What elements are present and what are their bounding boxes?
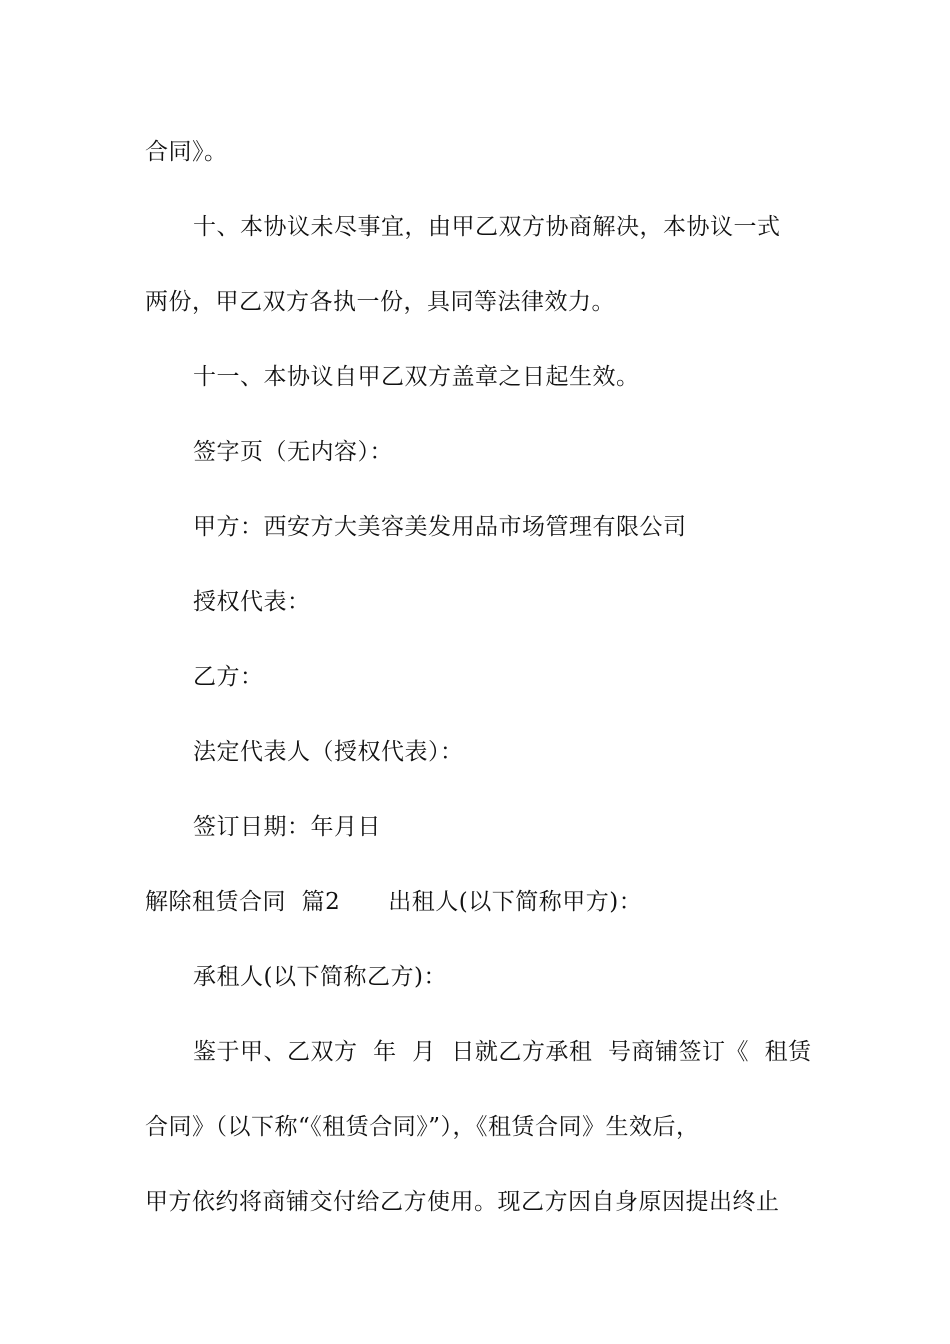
clause-ten-line-2: 两份，甲乙双方各执一份，具同等法律效力。 [145, 289, 615, 315]
paragraph-line: 合同》。 [145, 139, 228, 165]
authorized-rep: 授权代表： [193, 589, 311, 615]
sign-date: 签订日期：年月日 [193, 814, 381, 840]
recital-line-1: 鉴于甲、乙双方 年 月 日就乙方承租 号商铺签订《 租赁 [193, 1039, 812, 1065]
party-a: 甲方：西安方大美容美发用品市场管理有限公司 [193, 514, 687, 540]
clause-ten-line-1: 十、本协议未尽事宜，由甲乙双方协商解决，本协议一式 [193, 214, 781, 240]
party-b: 乙方： [193, 664, 264, 690]
lessee-label: 承租人(以下简称乙方)： [193, 964, 447, 990]
legal-rep: 法定代表人（授权代表）： [193, 739, 464, 765]
section-title: 解除租赁合同 篇2 [145, 889, 341, 915]
lessor-label: 出租人(以下简称甲方)： [388, 889, 643, 915]
recital-line-3: 甲方依约将商铺交付给乙方使用。现乙方因自身原因提出终止 [145, 1189, 780, 1215]
section-heading-line [145, 887, 642, 917]
signature-page-label: 签字页（无内容）： [193, 439, 393, 465]
clause-eleven: 十一、本协议自甲乙双方盖章之日起生效。 [193, 364, 640, 390]
recital-line-2: 合同》（以下称“《租赁合同》”），《租赁合同》生效后， [145, 1114, 700, 1140]
